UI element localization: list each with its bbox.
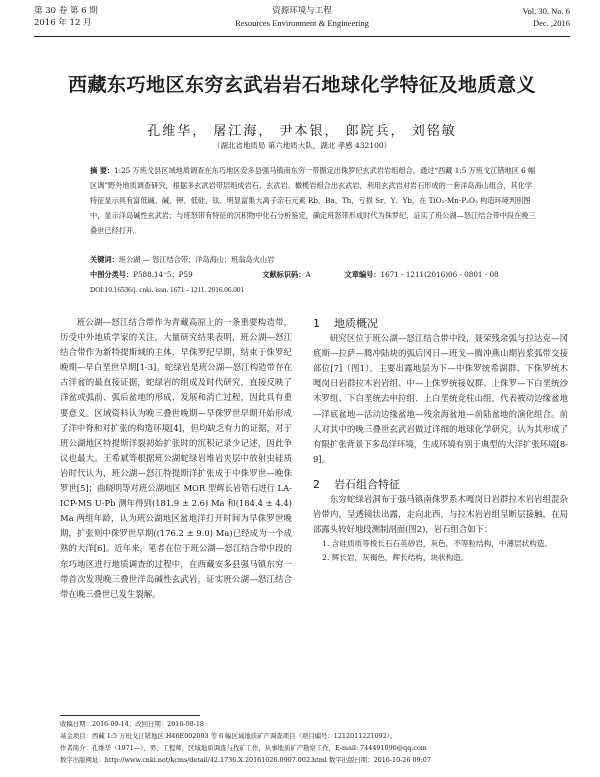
- section-1-paragraph: 研究区位于班公湖—怒江结合带中段，聂荣残余弧与拉达克—冈底斯—拉萨—腾冲陆块的弧后冈日—班戈—腾冲燕山期岩浆弧带交接部位[7]（图1）。主要出露地层为下—中侏罗统希湖群、下侏罗统木嘎岗日岩群拉木岩岩组、中—上侏罗统接奴群、上侏罗—下白垩统沙木罗组、下白垩统去申拉组、上白垩统竞柱山组，代表被动边缘盆地—洋底盆地—活动边缘盆地—残余海盆地—前陆盆地的演化组合。前人对其中的晚三叠世玄武岩做过详细的地球化学研究，认为其形成了有限扩张背景下多岛洋环境，生成环境有别于典型的大洋扩张环境[8-9]。: [313, 333, 568, 464]
- date-cn: 2016 年 12 月: [34, 18, 92, 28]
- keywords-text: 班公湖 — 怒江结合带；洋岛海山；班翁岛火山岩: [118, 255, 275, 264]
- section-1-title: 地质概况: [334, 317, 378, 330]
- author-list: 孔维华， 屠江海， 尹本银， 郎院兵， 刘铭敏: [147, 124, 457, 139]
- footnote-received: 收稿日期：2016-09-14；改回日期：2016-08-18: [60, 720, 204, 728]
- clc-label: 中图分类号：: [90, 270, 134, 279]
- clc-value: P588.14⁺5；P59: [133, 270, 193, 279]
- keywords: [90, 253, 538, 267]
- abstract-text: 1:25 万班戈县区域地质调查在东巧地区安多县强马镇南东穷一带圈定出侏罗纪玄武岩岩组组合。通过“西藏 1:5 万班戈江错地区 6 幅区调”野外地质调查研究，根据多玄武岩带层组成岩石、玄武岩、橄榄岩组合出玄武岩，利用玄武岩对岩石形成的一套洋岛海山组合，其化学特征显示具有富低碱、碱、钾、低硅、钛、明显富集大离子亲石元素 Rb、Ba、Th，亏损 Sr、Y、Yb，在 TiO₂-Mn-P₂O₅ 构造环境判别图中，显示洋岛碱性玄武岩；与班怒带有特征的沉积物中化石分析鉴定，确定班怒带形成时代为侏罗纪，证实了班公湖—怒江结合带中段在晚三叠世已经打开。: [90, 166, 536, 235]
- classification-line: [90, 268, 538, 282]
- date-en: Dec. ,2016: [532, 18, 570, 28]
- article-no-label: 文章编号：: [344, 270, 381, 279]
- header-right: [522, 5, 570, 29]
- volume-issue-en: Vol. 30, No. 6: [522, 6, 570, 16]
- header-rule: [34, 36, 570, 37]
- journal-name-cn: 资源环境与工程: [272, 6, 332, 16]
- doc-code-label: 文献标识码：: [262, 270, 306, 279]
- section-1-heading: [313, 316, 568, 331]
- footnote-online: 数字出版网址：http://www.cnki.net/kcms/detail/42.1736.X.20161026.0907.002.html 数字出版日期：2016-10-26 09:07: [60, 756, 431, 764]
- intro-paragraph: 班公湖—怒江结合带作为青藏高原上的一条重要构造带，历受中外地质学家的关注，大量研究结果表明，班公湖—怒江结合带作为新特提斯域的主体，早侏罗纪早期，结束于侏罗纪晚期—早白垩世早期[1-3]。蛇绿岩是班公湖—怒江构造带存在古洋盆的最直接证据，蛇绿岩的组成及时代研究，直接反映了洋盆或弧前、弧后盆地的形成、发展和消亡过程，因此具有重要意义。区域资料认为晚三叠世晚期—早侏罗世早期开始形成了洋中脊和对扩张的构造环境[4]，但均缺乏有力的证据，对于班公湖地区特提斯洋裂初始扩张时的沉积记录少记述，因此争议也最大。王希斌等根据班公湖蛇绿岩堆岩夹层中放射虫硅质岩时代认为，班公湖—怒江特提斯洋扩张成于中侏罗世—晚侏罗世[5]；曲晓明等对班公湖地区 MOR 型辉长岩锆石进行 LA-ICP-MS U-Pb 测年得到(181.9 ± 2.6) Ma 和(184.4 ± 4.4) Ma 两组年龄，认为班公湖地区盆地洋打开时间为早侏罗世晚期，扩张则中侏罗世早期((176.2 ± 9.0) Ma)已经成为一个成熟的大洋[6]。近年来，笔者在位于班公湖—怒江结合带中段的东巧地区进行地质调查的过程中，在西藏安多县强马镇东穷一带首次发现晚三叠世洋岛碱性玄武岩，证实班公湖—怒江结合带在晚三叠世已发生裂解。: [60, 317, 292, 599]
- article-no-value: 1671 - 1211(2016)06 - 0801 - 08: [380, 270, 499, 279]
- header-center: [34, 5, 570, 29]
- keywords-label: 关键词：: [90, 255, 119, 264]
- left-column: [60, 315, 292, 602]
- right-column: [313, 316, 568, 565]
- rock-list-item: 1. 含硅质质等棱长石石英砂岩，灰色，不等粒结构，中薄层状构造。: [322, 539, 552, 549]
- doi: DOI:10.16536/j. cnki. issn. 1671 - 1211. 2016.06.001: [90, 286, 245, 294]
- volume-issue-cn: 第 30 卷 第 6 期: [34, 6, 98, 16]
- affiliation: （湖北省地质局 第六地质大队，湖北 孝感 432100）: [212, 141, 392, 150]
- section-2-heading: [313, 477, 568, 492]
- footnote-author: 作者简介：孔维华（1971—），男，工程师，区域地质调查与找矿工作，从事地质矿产勘察工作，E-mail: 744491090@qq.com: [60, 744, 427, 752]
- paper-title: 西藏东巧地区东穷玄武岩岩石地球化学特征及地质意义: [67, 74, 536, 96]
- rock-list-item: 2. 辉长岩，灰褐色，辉长结构，块状构造。: [322, 553, 469, 563]
- running-header: [34, 5, 570, 35]
- footnote-fund: 基金项目：西藏 1:5 万班戈江错地区 H46E002003 等 6 幅区域地质矿产调查项目（项目编号：1212011221092）。: [60, 732, 397, 740]
- section-2-paragraph: 东穷蛇绿岩洞布于强马镇南侏罗系木嘎岗日岩群拉木岩岩组混杂岩带内，呈透镜状出露，走向北西，与拉木岩岩组呈断层接触，在局部露头较好地段测制剖面(图2)，岩石组合如下：: [313, 494, 568, 535]
- abstract-label: 摘 要：: [90, 166, 115, 175]
- section-1-number: 1: [313, 317, 320, 330]
- journal-name-en: Resources Environment & Engineering: [235, 18, 369, 28]
- abstract: [90, 163, 538, 238]
- doc-code-value: A: [305, 270, 311, 279]
- section-2-number: 2: [313, 477, 320, 491]
- section-2-title: 岩石组合特征: [334, 477, 400, 491]
- footnote-rule: [60, 715, 200, 716]
